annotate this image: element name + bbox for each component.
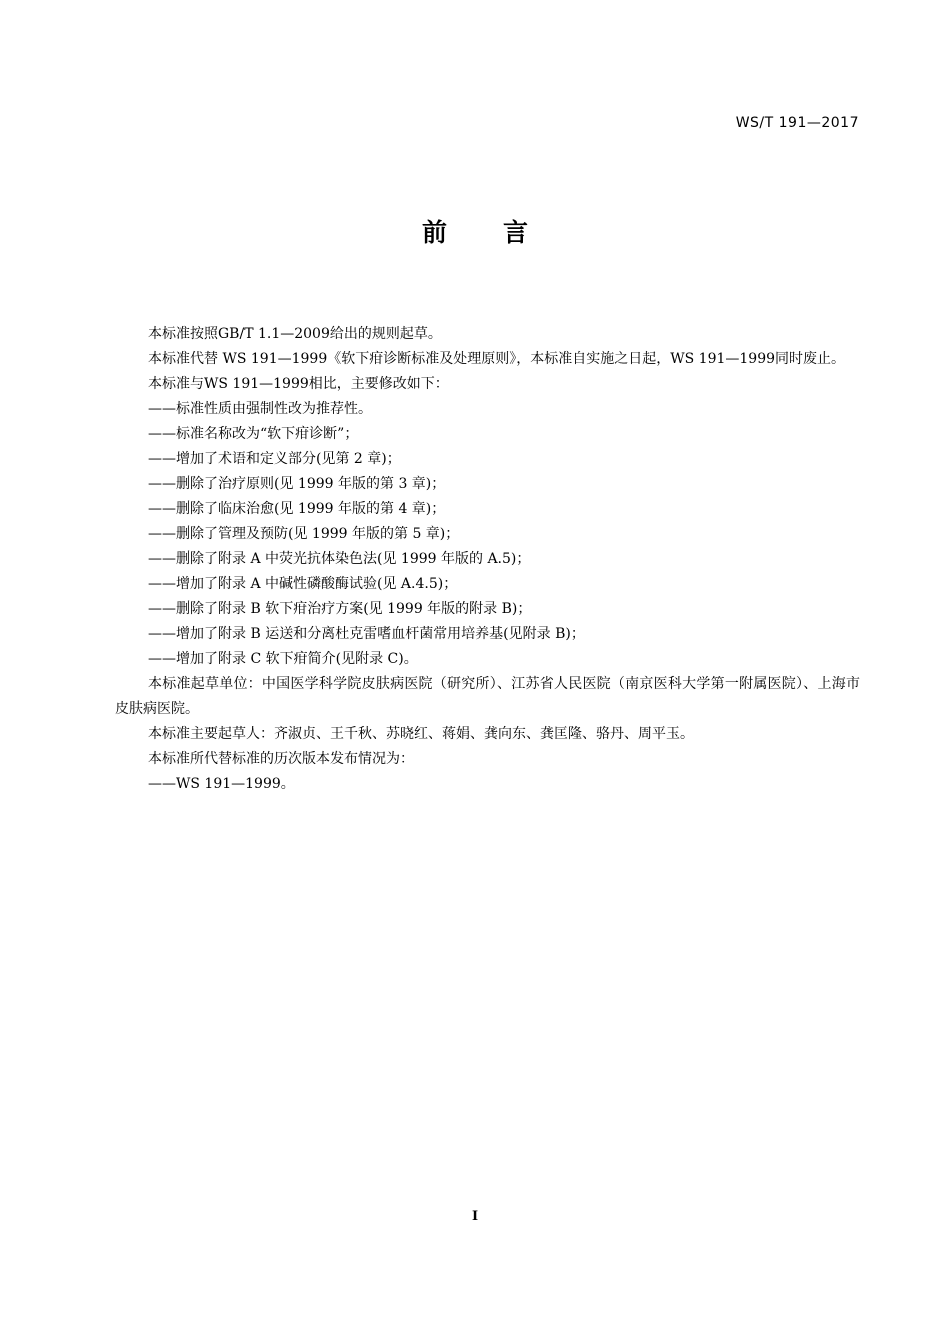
list-item-change: ——增加了术语和定义部分(见第 2 章)； [148, 451, 401, 467]
list-item-change: ——删除了附录 A 中荧光抗体染色法(见 1999 年版的 A.5)； [148, 551, 531, 567]
list-item-change: ——删除了治疗原则(见 1999 年版的第 3 章)； [148, 476, 446, 492]
paragraph-changes-intro: 本标准与WS 191—1999相比，主要修改如下： [148, 376, 449, 392]
foreword-body [115, 322, 860, 797]
list-item-change: ——标准性质由强制性改为推荐性。 [148, 401, 372, 417]
list-item-change: ——增加了附录 C 软下疳简介(见附录 C)。 [148, 651, 418, 667]
list-item-change: ——标准名称改为“软下疳诊断”； [148, 426, 359, 442]
list-item-change: ——删除了临床治愈(见 1999 年版的第 4 章)； [148, 501, 446, 517]
list-item-change: ——删除了附录 B 软下疳治疗方案(见 1999 年版的附录 B)； [148, 601, 532, 617]
paragraph-history-intro: 本标准所代替标准的历次版本发布情况为： [148, 751, 414, 767]
paragraph-drafting-units: 本标准起草单位：中国医学科学院皮肤病医院（研究所）、江苏省人民医院（南京医科大学第一附属医院）、上海市皮肤病医院。 [115, 676, 860, 717]
document-code: WS/T 191—2017 [735, 115, 859, 131]
paragraph-drafting-rules: 本标准按照GB/T 1.1—2009给出的规则起草。 [148, 326, 442, 342]
paragraph-drafters: 本标准主要起草人：齐淑贞、王千秋、苏晓红、蒋娟、龚向东、龚匡隆、骆丹、周平玉。 [148, 726, 694, 742]
list-item-change: ——删除了管理及预防(见 1999 年版的第 5 章)； [148, 526, 460, 542]
paragraph-replacement: 本标准代替 WS 191—1999《软下疳诊断标准及处理原则》，本标准自实施之日起，WS 191—1999同时废止。 [148, 351, 846, 367]
list-item-change: ——增加了附录 B 运送和分离杜克雷嗜血杆菌常用培养基(见附录 B)； [148, 626, 585, 642]
page-title: 前言 [421, 218, 584, 247]
list-item-history: ——WS 191—1999。 [148, 776, 295, 792]
list-item-change: ——增加了附录 A 中碱性磷酸酶试验(见 A.4.5)； [148, 576, 458, 592]
page-number: I [471, 1209, 479, 1224]
